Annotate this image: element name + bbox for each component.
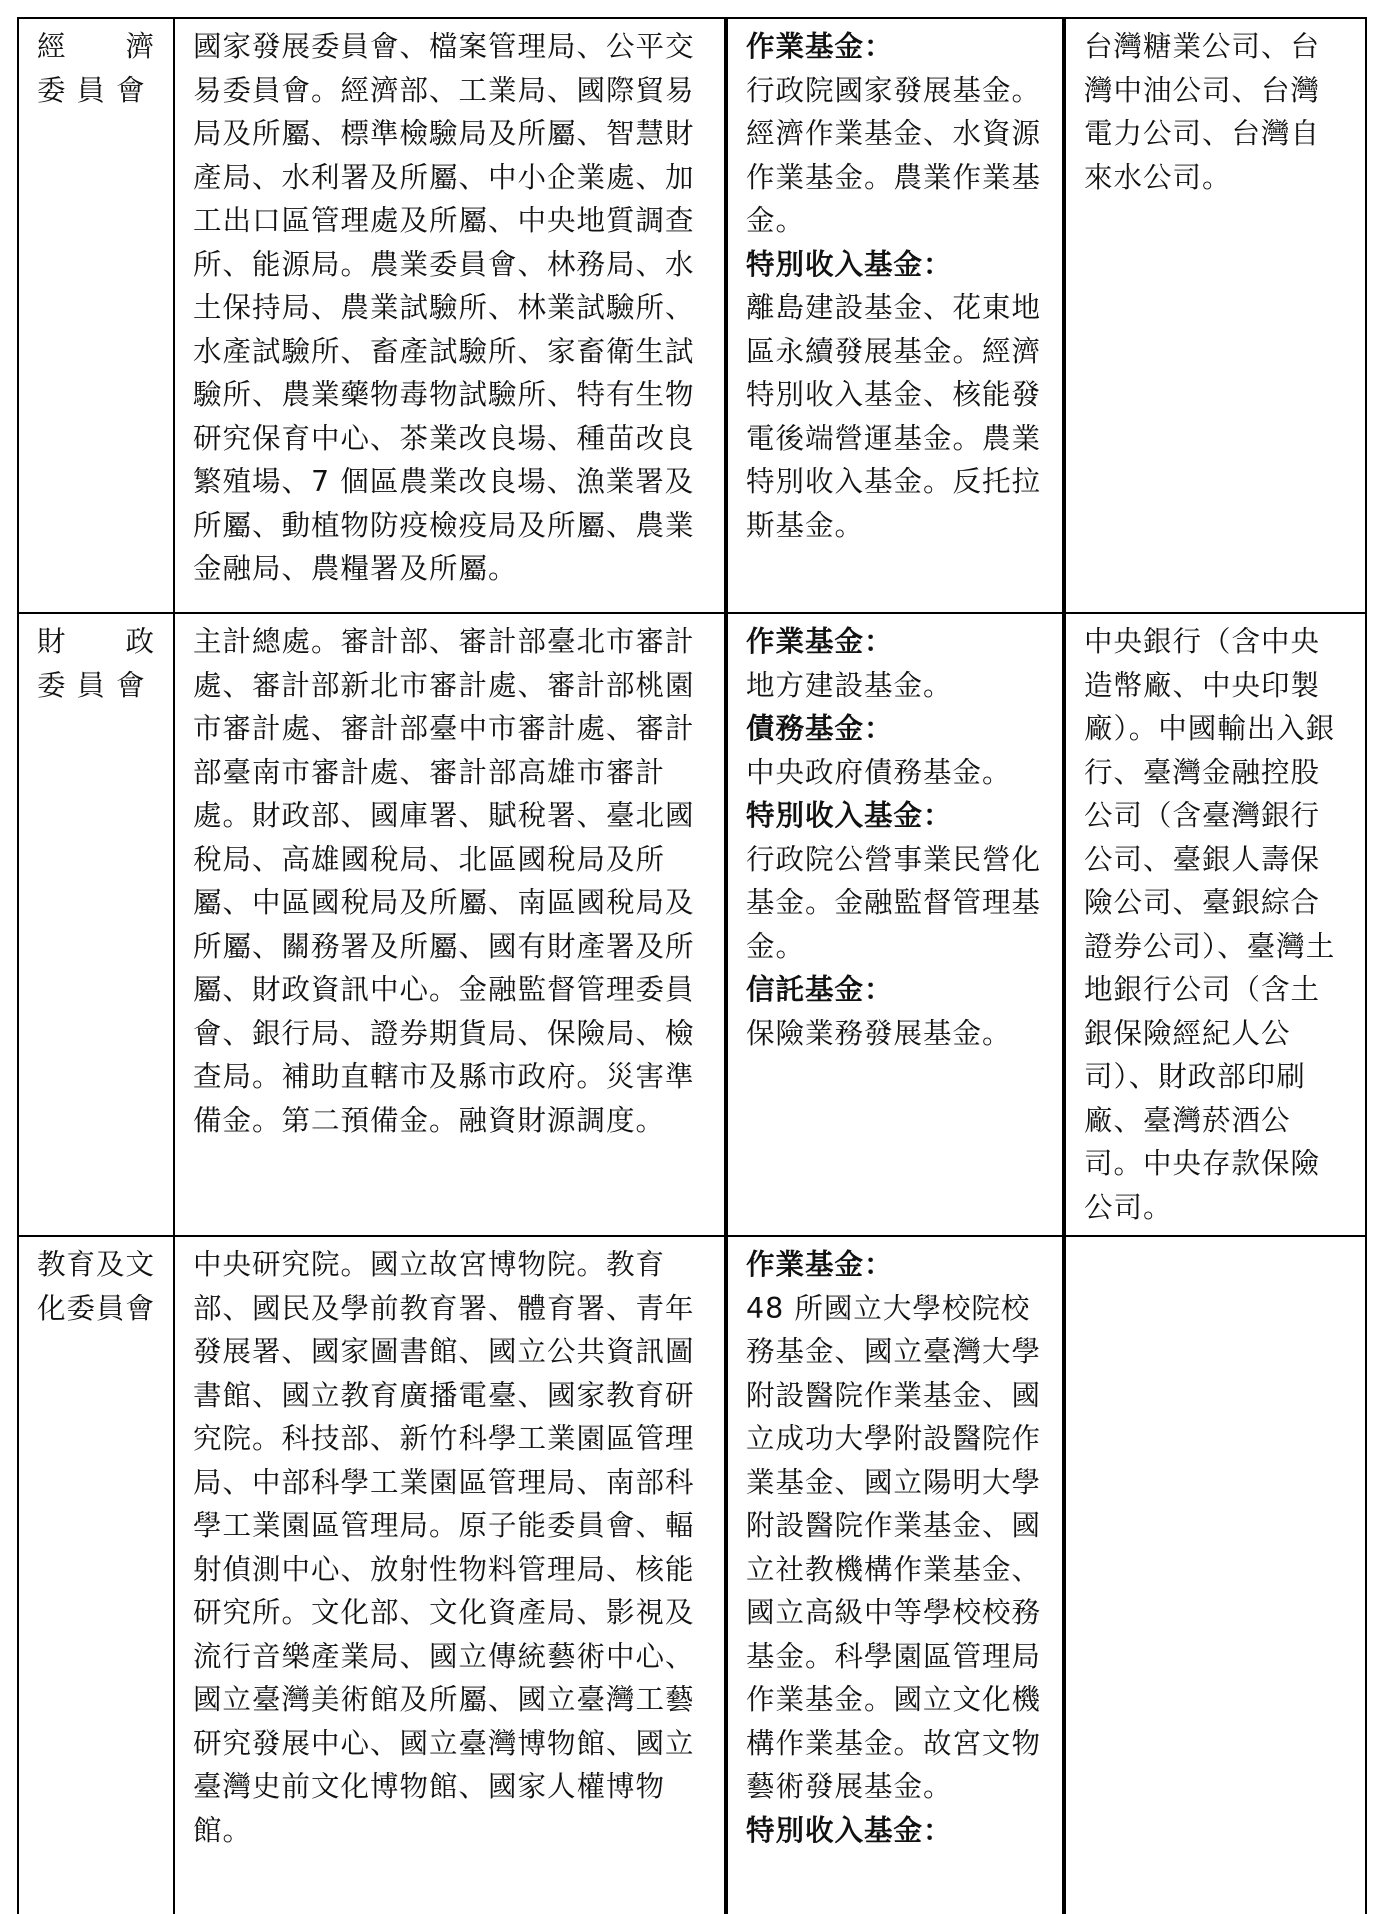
table-row [18, 613, 1366, 1236]
committee-cell [18, 18, 174, 613]
fund-label: 作業基金： [746, 625, 894, 658]
fund-text: 保險業務發展基金。 [746, 1016, 1012, 1050]
funds-cell [726, 1236, 1064, 1914]
fund-text: 行政院公營事業民營化基金。金融監督管理基金。 [746, 842, 1042, 963]
agencies-cell: 中央研究院。國立故宮博物院。教育部、國民及學前教育署、體育署、青年發展署、國家圖書館、國立公共資訊圖書館、國立教育廣播電臺、國家教育研究院。科技部、新竹科學工業園區管理局、中部科學工業園區管理局、南部科學工業園區管理局。原子能委員會、輻射偵測中心、放射性物料管理局、核能研究所。文化部、文化資產局、影視及流行音樂產業局、國立傳統藝術中心、國立臺灣美術館及所屬、國立臺灣工藝研究發展中心、國立臺灣博物館、國立臺灣史前文化博物館、國家人權博物館。 [174, 1236, 726, 1914]
fund-text: 中央政府債務基金。 [746, 755, 1012, 789]
fund-text: 離島建設基金、花東地區永續發展基金。經濟特別收入基金、核能發電後端營運基金。農業特別收入基金。反托拉斯基金。 [746, 291, 1042, 542]
agencies-cell: 主計總處。審計部、審計部臺北市審計處、審計部新北市審計處、審計部桃園市審計處、審計部臺中市審計處、審計部臺南市審計處、審計部高雄市審計處。財政部、國庫署、賦稅署、臺北國稅局、高雄國稅局、北區國稅局及所屬、中區國稅局及所屬、南區國稅局及所屬、關務署及所屬、國有財產署及所屬、財政資訊中心。金融監督管理委員會、銀行局、證券期貨局、保險局、檢查局。補助直轄市及縣市政府。災害準備金。第二預備金。融資財源調度。 [174, 613, 726, 1236]
enterprises-cell: 台灣糖業公司、台灣中油公司、台灣電力公司、台灣自來水公司。 [1064, 18, 1366, 613]
committee-name-line1: 財 政 [37, 625, 156, 658]
fund-label: 信託基金： [746, 973, 894, 1006]
committee-cell [18, 613, 174, 1236]
table-row [18, 18, 1366, 613]
budget-committee-table [17, 17, 1367, 1914]
fund-label: 作業基金： [746, 1248, 894, 1281]
enterprises-cell: 中央銀行（含中央造幣廠、中央印製廠）。中國輸出入銀行、臺灣金融控股公司（含臺灣銀行公司、臺銀人壽保險公司、臺銀綜合證券公司）、臺灣土地銀行公司（含土銀保險經紀人公司）、財政部印刷廠、臺灣菸酒公司。中央存款保險公司。 [1064, 613, 1366, 1236]
committee-name-line1: 教育及文 [37, 1248, 156, 1281]
fund-label: 作業基金： [746, 30, 894, 63]
fund-label: 特別收入基金： [746, 799, 953, 832]
committee-name-line2: 委 員 會 [37, 668, 146, 702]
funds-cell [726, 613, 1064, 1236]
committee-name-line1: 經 濟 [37, 30, 156, 63]
fund-label: 特別收入基金： [746, 247, 953, 281]
table-row [18, 1236, 1366, 1914]
fund-label: 債務基金： [746, 712, 894, 745]
fund-label: 特別收入基金： [746, 1813, 953, 1847]
enterprises-cell [1064, 1236, 1366, 1914]
funds-cell [726, 18, 1064, 613]
committee-name-line2: 化委員會 [37, 1291, 156, 1325]
fund-text: 48 所國立大學校院校務基金、國立臺灣大學附設醫院作業基金、國立成功大學附設醫院作業基金、國立陽明大學附設醫院作業基金、國立社教機構作業基金、國立高級中等學校校務基金。科學園區管理局作業基金。國立文化機構作業基金。故宮文物藝術發展基金。 [746, 1291, 1042, 1803]
agencies-cell: 國家發展委員會、檔案管理局、公平交易委員會。經濟部、工業局、國際貿易局及所屬、標準檢驗局及所屬、智慧財產局、水利署及所屬、中小企業處、加工出口區管理處及所屬、中央地質調查所、能源局。農業委員會、林務局、水土保持局、農業試驗所、林業試驗所、水產試驗所、畜產試驗所、家畜衛生試驗所、農業藥物毒物試驗所、特有生物研究保育中心、茶業改良場、種苗改良繁殖場、7 個區農業改良場、漁業署及所屬、動植物防疫檢疫局及所屬、農業金融局、農糧署及所屬。 [174, 18, 726, 613]
fund-text: 行政院國家發展基金。經濟作業基金、水資源作業基金。農業作業基金。 [746, 73, 1042, 237]
committee-cell [18, 1236, 174, 1914]
fund-text: 地方建設基金。 [746, 668, 953, 702]
committee-name-line2: 委 員 會 [37, 73, 146, 107]
